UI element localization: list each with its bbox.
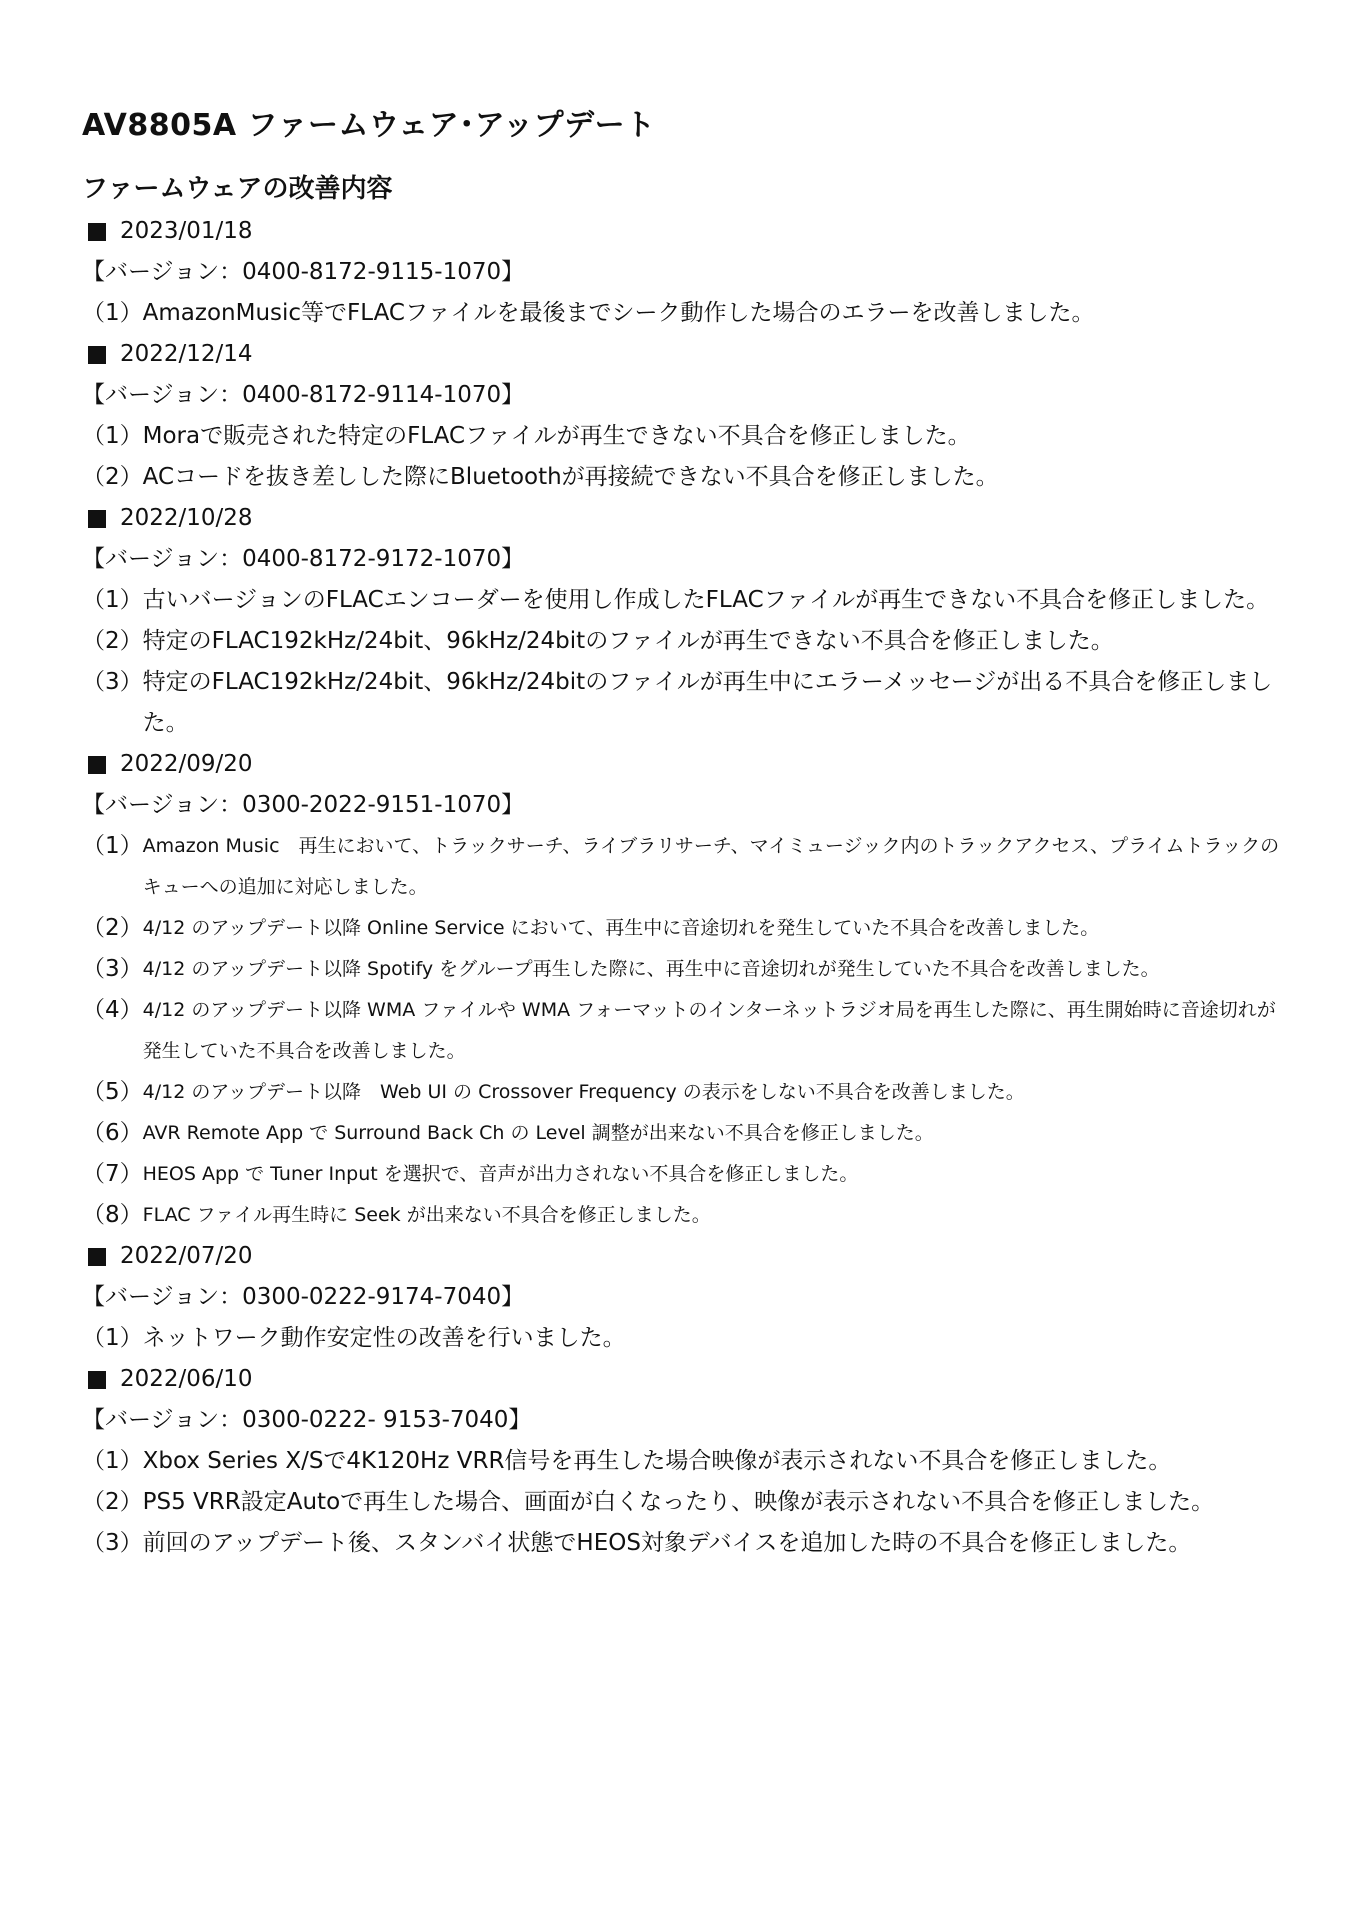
item-number: （3） — [82, 956, 143, 982]
document-title: AV8805A ファームウェア･アップデート — [82, 108, 656, 143]
item-number: （1） — [82, 833, 143, 859]
item-number: （4） — [82, 997, 143, 1023]
list-item — [82, 416, 1292, 457]
item-text: AmazonMusic等でFLACファイルを最後までシーク動作した場合のエラーを改善しました。 — [142, 300, 1095, 326]
list-item — [82, 1441, 1292, 1482]
list-item — [82, 1482, 1292, 1523]
entry-version: 【バージョン：0400-8172-9115-1070】 — [82, 259, 525, 285]
entry-date: 2022/12/14 — [120, 341, 253, 367]
list-item — [82, 621, 1292, 662]
item-text: 特定のFLAC192kHz/24bit、96kHz/24bitのファイルが再生できない不具合を修正しました。 — [142, 628, 1114, 654]
item-text: Amazon Music 再生において、トラックサーチ、ライブラリサーチ、マイミュージック内のトラックアクセス、プライムトラックのキューへの追加に対応しました。 — [142, 835, 1280, 898]
item-number: （3） — [82, 669, 143, 695]
list-item — [82, 1113, 1292, 1154]
item-number: （2） — [82, 915, 143, 941]
item-number: （5） — [82, 1079, 143, 1105]
item-number: （8） — [82, 1202, 143, 1228]
item-number: （1） — [82, 587, 143, 613]
update-entry — [82, 334, 1292, 498]
item-number: （7） — [82, 1161, 143, 1187]
entry-date-line — [82, 744, 1292, 785]
list-item — [82, 293, 1292, 334]
list-item — [82, 949, 1292, 990]
entry-date: 2022/10/28 — [120, 505, 253, 531]
item-text: ACコードを抜き差しした際にBluetoothが再接続できない不具合を修正しました。 — [142, 464, 999, 490]
list-item — [82, 580, 1292, 621]
section-heading: ファームウェアの改善内容 — [82, 174, 393, 204]
entry-date: 2022/07/20 — [120, 1243, 253, 1269]
item-text: 前回のアップデート後、スタンバイ状態でHEOS対象デバイスを追加した時の不具合を修正しました。 — [142, 1530, 1192, 1556]
entry-date-line — [82, 498, 1292, 539]
item-text: FLAC ファイル再生時に Seek が出来ない不具合を修正しました。 — [142, 1204, 711, 1226]
item-number: （3） — [82, 1530, 143, 1556]
item-text: AVR Remote App で Surround Back Ch の Level 調整が出来ない不具合を修正しました。 — [142, 1122, 934, 1144]
item-number: （1） — [82, 1325, 143, 1351]
entry-version: 【バージョン：0300-0222- 9153-7040】 — [82, 1407, 532, 1433]
update-entry — [82, 744, 1292, 1236]
item-text: 4/12 のアップデート以降 Online Service において、再生中に音途切れを発生していた不具合を改善しました。 — [142, 917, 1100, 939]
item-number: （2） — [82, 628, 143, 654]
list-item — [82, 990, 1292, 1072]
black-square-icon — [88, 223, 106, 241]
list-item — [82, 1318, 1292, 1359]
list-item — [82, 826, 1292, 908]
list-item — [82, 1523, 1292, 1564]
update-entry — [82, 1359, 1292, 1564]
black-square-icon — [88, 756, 106, 774]
entry-version: 【バージョン：0300-2022-9151-1070】 — [82, 792, 525, 818]
item-number: （1） — [82, 300, 143, 326]
item-number: （2） — [82, 464, 143, 490]
list-item — [82, 1195, 1292, 1236]
item-text: 4/12 のアップデート以降 WMA ファイルや WMA フォーマットのインターネットラジオ局を再生した際に、再生開始時に音途切れが発生していた不具合を改善しました。 — [142, 999, 1276, 1062]
list-item — [82, 1154, 1292, 1195]
entry-date-line — [82, 1236, 1292, 1277]
black-square-icon — [88, 346, 106, 364]
entry-date-line — [82, 1359, 1292, 1400]
entry-date: 2022/09/20 — [120, 751, 253, 777]
list-item — [82, 908, 1292, 949]
entry-date: 2023/01/18 — [120, 218, 253, 244]
list-item — [82, 662, 1292, 744]
update-entries — [82, 211, 1292, 1564]
entry-version: 【バージョン：0400-8172-9114-1070】 — [82, 382, 525, 408]
item-text: 古いバージョンのFLACエンコーダーを使用し作成したFLACファイルが再生できない不具合を修正しました。 — [142, 587, 1270, 613]
entry-date-line — [82, 211, 1292, 252]
item-number: （6） — [82, 1120, 143, 1146]
item-text: Xbox Series X/Sで4K120Hz VRR信号を再生した場合映像が表示されない不具合を修正しました。 — [142, 1448, 1172, 1474]
black-square-icon — [88, 1248, 106, 1266]
item-text: Moraで販売された特定のFLACファイルが再生できない不具合を修正しました。 — [142, 423, 971, 449]
item-text: 4/12 のアップデート以降 Spotify をグループ再生した際に、再生中に音途切れが発生していた不具合を改善しました。 — [142, 958, 1160, 980]
list-item — [82, 457, 1292, 498]
item-number: （2） — [82, 1489, 143, 1515]
list-item — [82, 1072, 1292, 1113]
update-entry — [82, 498, 1292, 744]
entry-version: 【バージョン：0400-8172-9172-1070】 — [82, 546, 525, 572]
entry-date-line — [82, 334, 1292, 375]
item-number: （1） — [82, 1448, 143, 1474]
item-text: PS5 VRR設定Autoで再生した場合、画面が白くなったり、映像が表示されない不具合を修正しました。 — [142, 1489, 1215, 1515]
update-entry — [82, 211, 1292, 334]
update-entry — [82, 1236, 1292, 1359]
entry-date: 2022/06/10 — [120, 1366, 253, 1392]
item-text: 4/12 のアップデート以降 Web UI の Crossover Frequency の表示をしない不具合を改善しました。 — [142, 1081, 1025, 1103]
black-square-icon — [88, 1371, 106, 1389]
item-text: HEOS App で Tuner Input を選択で、音声が出力されない不具合を修正しました。 — [142, 1163, 859, 1185]
black-square-icon — [88, 510, 106, 528]
item-number: （1） — [82, 423, 143, 449]
item-text: ネットワーク動作安定性の改善を行いました。 — [142, 1325, 626, 1351]
document-page — [82, 100, 1292, 1564]
item-text: 特定のFLAC192kHz/24bit、96kHz/24bitのファイルが再生中にエラーメッセージが出る不具合を修正しました。 — [142, 669, 1273, 736]
entry-version: 【バージョン：0300-0222-9174-7040】 — [82, 1284, 525, 1310]
